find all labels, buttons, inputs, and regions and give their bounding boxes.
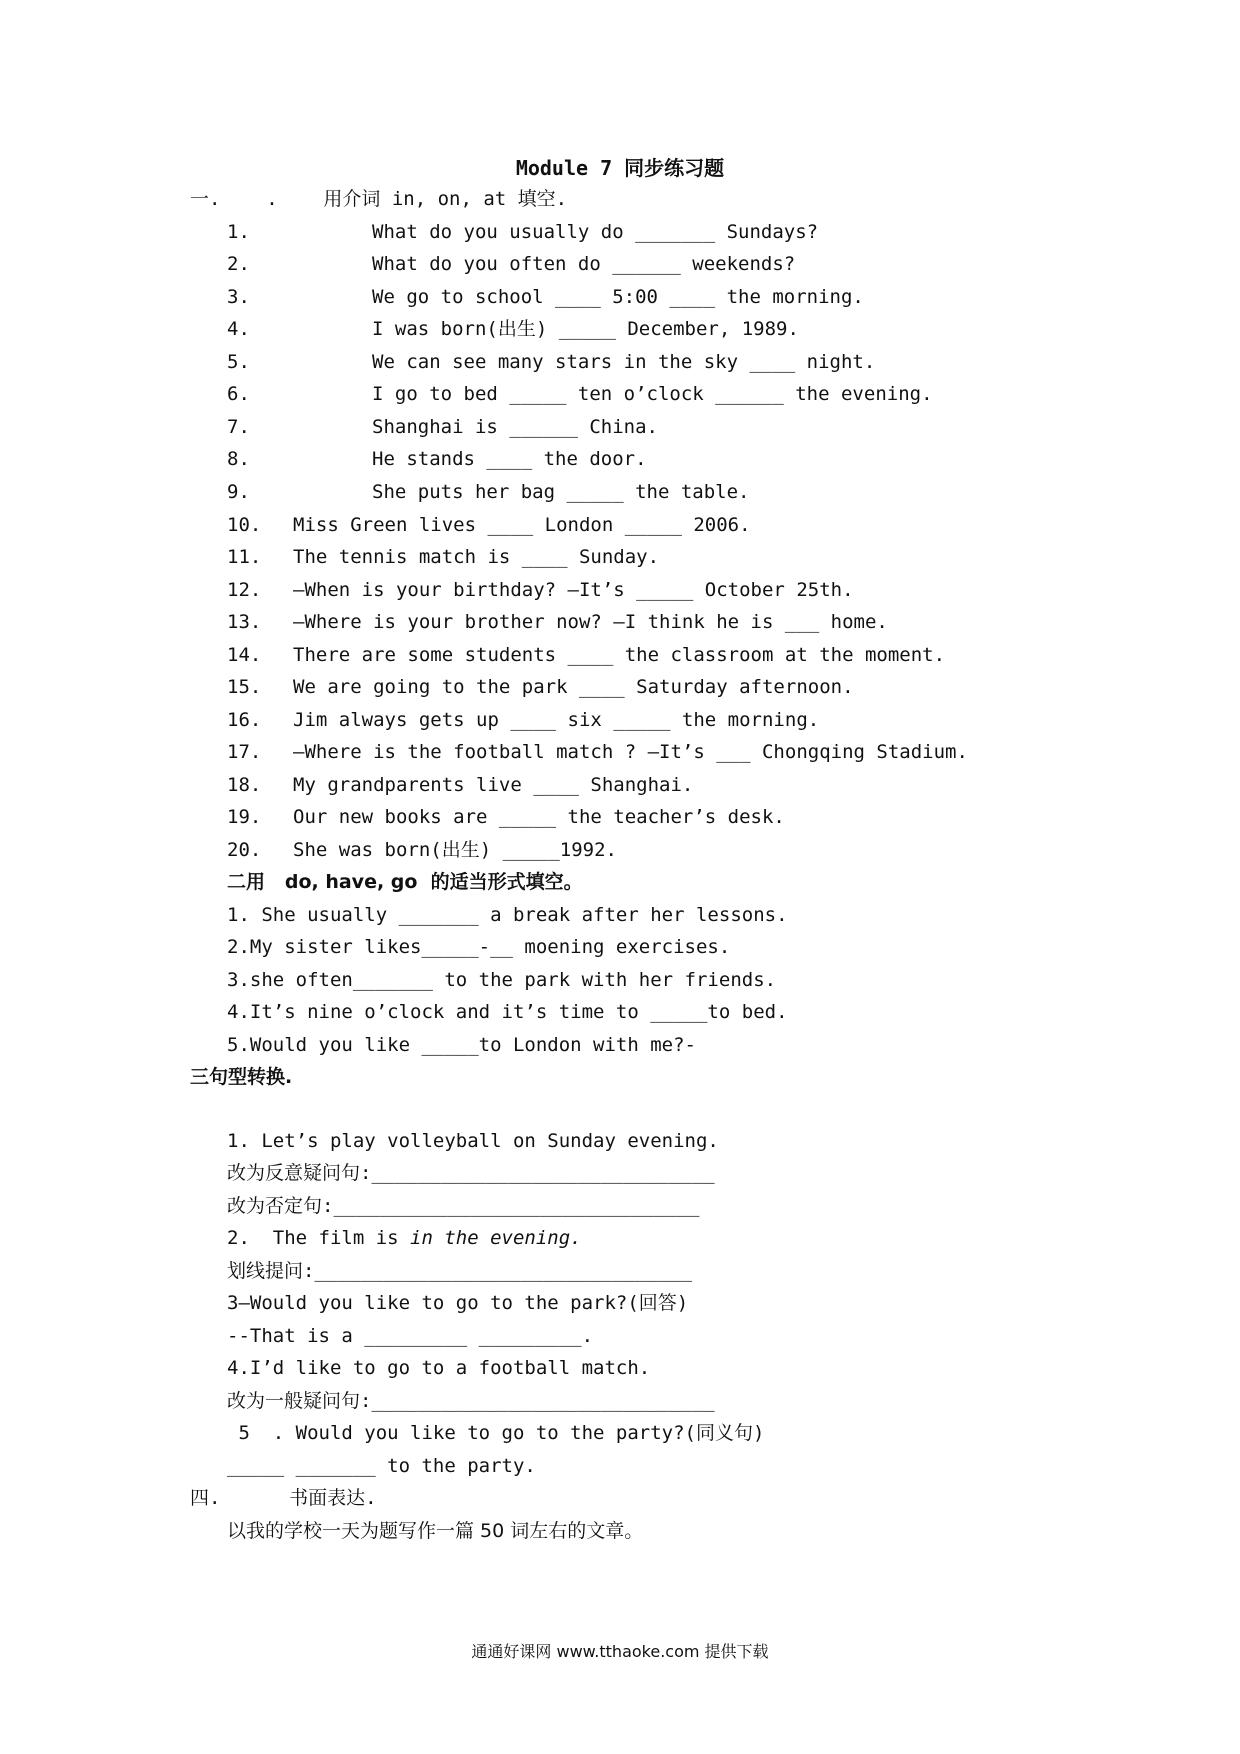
q20-number: 20. xyxy=(227,839,262,861)
q1-text: What do you usually do _______ Sundays? xyxy=(372,221,819,243)
q19-text: Our new books are _____ the teacher’s desk. xyxy=(293,806,785,828)
q12-number: 12. xyxy=(227,579,262,601)
s3-line-5: 划线提问:_________________________________ xyxy=(227,1260,692,1282)
q12-text: –When is your birthday? –It’s _____ October 25th. xyxy=(293,579,854,601)
s2-item-2: 2.My sister likes_____-__ moening exercises. xyxy=(227,936,731,958)
footer-credit: 通通好课网 www.tthaoke.com 提供下载 xyxy=(471,1642,769,1661)
s3-line-4-text: 2. The film is xyxy=(227,1227,411,1249)
s3-line-4 xyxy=(227,1225,582,1251)
q18-text: My grandparents live ____ Shanghai. xyxy=(293,774,694,796)
s3-line-8: 4.I’d like to go to a football match. xyxy=(227,1357,651,1379)
s3-line-10: 5 . Would you like to go to the party?(同义句) xyxy=(227,1422,765,1444)
s3-line-6: 3–Would you like to go to the park?(回答) xyxy=(227,1292,689,1314)
q2-text: What do you often do ______ weekends? xyxy=(372,253,796,275)
q6-number: 6. xyxy=(227,383,250,405)
q13-text: –Where is your brother now? –I think he is ___ home. xyxy=(293,611,888,633)
s3-line-3: 改为否定句:________________________________ xyxy=(227,1195,700,1217)
writing-prompt: 以我的学校一天为题写作一篇 50 词左右的文章。 xyxy=(227,1520,644,1542)
q14-text: There are some students ____ the classroom at the moment. xyxy=(293,644,946,666)
page-title: Module 7 同步练习题 xyxy=(515,156,725,180)
q3-text: We go to school ____ 5:00 ____ the morning. xyxy=(372,286,864,308)
q2-number: 2. xyxy=(227,253,250,275)
q15-number: 15. xyxy=(227,676,262,698)
q4-text: I was born(出生) _____ December, 1989. xyxy=(372,318,799,340)
q19-number: 19. xyxy=(227,806,262,828)
q14-number: 14. xyxy=(227,644,262,666)
q20-text: She was born(出生) _____1992. xyxy=(293,839,617,861)
q13-number: 13. xyxy=(227,611,262,633)
section4-heading: 四. 书面表达. xyxy=(190,1487,377,1509)
q7-text: Shanghai is ______ China. xyxy=(372,416,658,438)
q6-text: I go to bed _____ ten o’clock ______ the evening. xyxy=(372,383,933,405)
q10-text: Miss Green lives ____ London _____ 2006. xyxy=(293,514,751,536)
s3-line-1: 1. Let’s play volleyball on Sunday evening. xyxy=(227,1130,719,1152)
q17-number: 17. xyxy=(227,741,262,763)
s2-item-3: 3.she often_______ to the park with her friends. xyxy=(227,969,777,991)
section2-heading: 二用 do, have, go 的适当形式填空。 xyxy=(227,871,583,893)
section3-heading: 三句型转换. xyxy=(190,1066,293,1088)
s3-line-7: --That is a _________ _________. xyxy=(227,1325,594,1347)
q7-number: 7. xyxy=(227,416,250,438)
q8-text: He stands ____ the door. xyxy=(372,448,647,470)
s3-line-2: 改为反意疑问句:______________________________ xyxy=(227,1162,715,1184)
q5-text: We can see many stars in the sky ____ night. xyxy=(372,351,876,373)
s3-line-11: _____ _______ to the party. xyxy=(227,1455,536,1477)
q3-number: 3. xyxy=(227,286,250,308)
q8-number: 8. xyxy=(227,448,250,470)
q9-text: She puts her bag _____ the table. xyxy=(372,481,750,503)
q9-number: 9. xyxy=(227,481,250,503)
q11-text: The tennis match is ____ Sunday. xyxy=(293,546,660,568)
s3-line-9: 改为一般疑问句:______________________________ xyxy=(227,1390,715,1412)
q15-text: We are going to the park ____ Saturday afternoon. xyxy=(293,676,854,698)
section1-heading: 一. . 用介词 in, on, at 填空. xyxy=(190,188,568,210)
q16-number: 16. xyxy=(227,709,262,731)
q1-number: 1. xyxy=(227,221,250,243)
q4-number: 4. xyxy=(227,318,250,340)
q17-text: –Where is the football match ? –It’s ___ Chongqing Stadium. xyxy=(293,741,968,763)
q16-text: Jim always gets up ____ six _____ the morning. xyxy=(293,709,820,731)
underlined-phrase: in the evening. xyxy=(410,1227,582,1249)
q11-number: 11. xyxy=(227,546,262,568)
s2-item-1: 1. She usually _______ a break after her lessons. xyxy=(227,904,788,926)
q10-number: 10. xyxy=(227,514,262,536)
q18-number: 18. xyxy=(227,774,262,796)
q5-number: 5. xyxy=(227,351,250,373)
s2-item-4: 4.It’s nine o’clock and it’s time to _____to bed. xyxy=(227,1001,788,1023)
s2-item-5: 5.Would you like _____to London with me?- xyxy=(227,1034,696,1056)
